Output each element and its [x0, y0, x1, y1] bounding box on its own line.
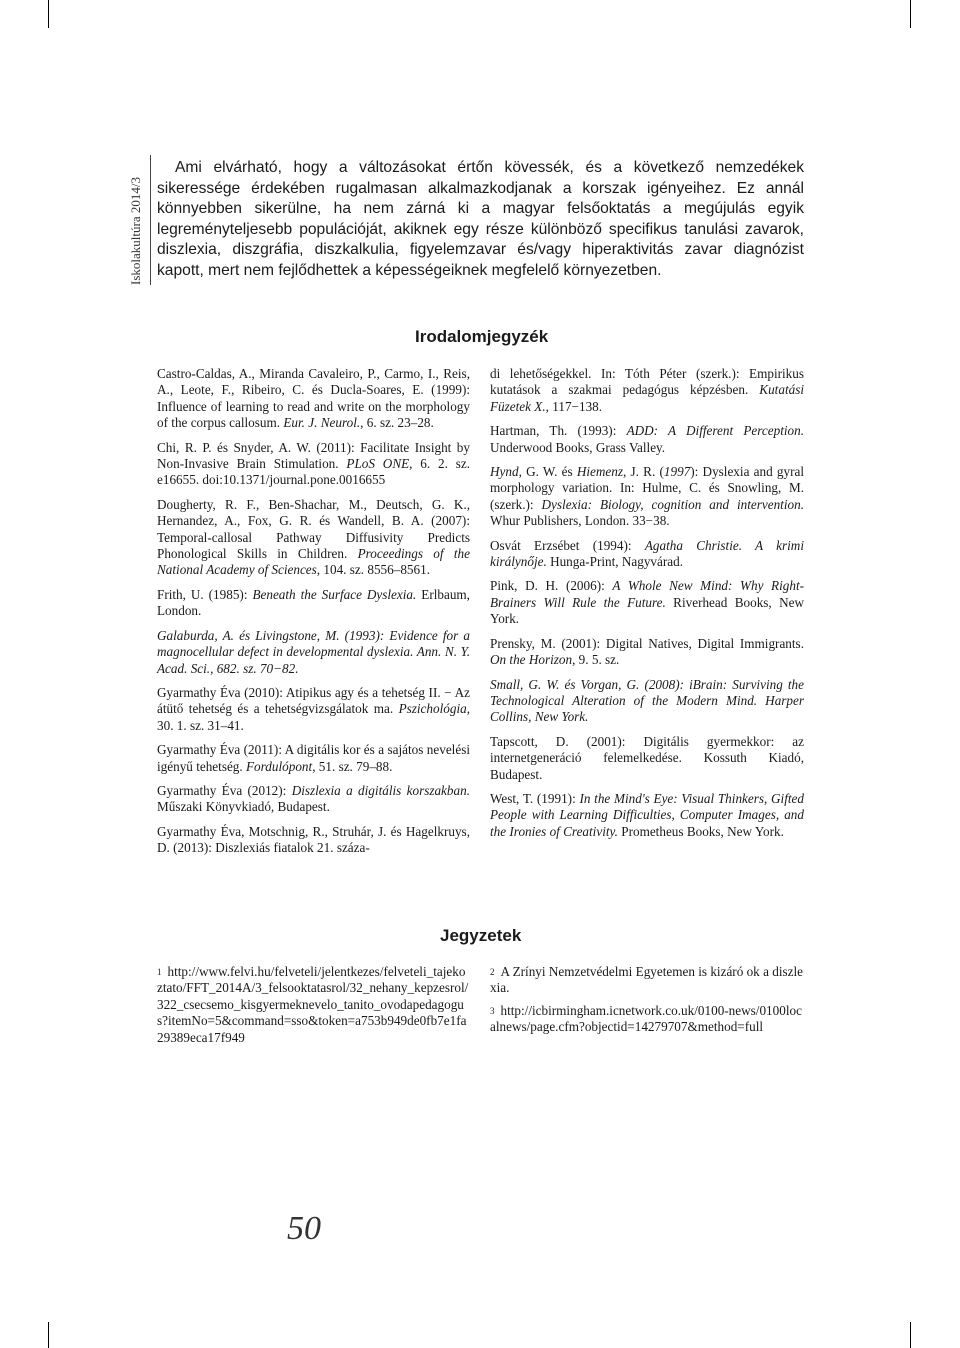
reference-text: Gyarmathy Éva, Motschnig, R., Struhár, J. és Hagelkruys, D. (2013): Diszlexiás fiatalok 21. száza-	[157, 823, 470, 856]
reference-text: Frith, U. (1985):	[157, 586, 253, 602]
reference-text: Pszichológia	[398, 701, 467, 717]
reference-text: Gyarmathy Éva (2012):	[157, 782, 292, 798]
footnote-text: http://icbirmingham.icnetwork.co.uk/0100-news/0100localnews/page.cfm?objectid=14279707&method=full	[490, 1002, 802, 1035]
intro-paragraph	[157, 158, 804, 282]
footnote	[490, 1003, 804, 1036]
reference-text: Pink, D. H. (2006):	[490, 578, 613, 594]
footnotes-left-column	[157, 964, 470, 1052]
reference-text: West, T. (1991):	[490, 790, 580, 806]
reference-text: Dyslexia: Biology, cognition and intervention.	[541, 496, 804, 512]
notes-heading: Jegyzetek	[440, 926, 522, 945]
footnote	[490, 964, 804, 997]
reference-entry	[157, 497, 470, 579]
references-heading: Irodalomjegyzék	[415, 327, 549, 346]
reference-text: 1997	[663, 464, 691, 480]
reference-text: PLoS ONE	[346, 456, 410, 472]
reference-text: ADD: A Different Perception.	[626, 423, 805, 439]
reference-text: On the Horizon	[490, 652, 573, 668]
reference-text: , 6. 2. sz. e16655. doi:10.1371/journal.pone.0016655	[157, 456, 470, 488]
reference-entry	[490, 677, 804, 726]
reference-entry	[157, 366, 470, 432]
reference-text: Riverhead Books, New York.	[490, 594, 804, 627]
reference-entry	[157, 742, 470, 775]
reference-text: Dougherty, R. F., Ben-Shachar, M., Deutsch, G. K., Hernandez, A., Fox, G. R. és Wandell, B. A. (2007): Temporal-callosal Pathway Diffusivity Predicts Phonological Skills in Children.	[157, 496, 470, 562]
reference-text: Small, G. W. és Vorgan, G. (2008): iBrain: Surviving the Technological Alteration of the Modern Mind. Harper Collins, New York.	[490, 676, 804, 725]
reference-text: Chi, R. P. és Snyder, A. W. (2011): Facilitate Insight by Non-Invasive Brain Stimulation.	[157, 439, 470, 472]
reference-text: In the Mind's Eye: Visual Thinkers, Gifted People with Learning Difficulties, Computer Images, and the Ironies of Creativity.	[490, 790, 804, 839]
journal-side-label-text: Iskolakultúra 2014/3	[128, 177, 143, 285]
reference-text: Eur. J. Neurol.	[283, 415, 361, 431]
reference-text: Hynd	[490, 464, 519, 480]
reference-text: , G. W. és	[518, 464, 577, 480]
reference-text: , 6. sz. 23–28.	[360, 415, 434, 431]
reference-text: , 117−138.	[545, 398, 603, 414]
reference-text: Castro-Caldas, A., Miranda Cavaleiro, P., Carmo, I., Reis, A., Leote, F., Ribeiro, C. és Ducla-Soares, E. (1999): Influence of learning to read and write on the morphology of the corpus callosum.	[157, 366, 470, 431]
reference-entry	[157, 824, 470, 857]
reference-text: Beneath the Surface Dyslexia.	[252, 586, 417, 602]
reference-text: Prometheus Books, New York.	[617, 823, 784, 839]
reference-entry	[490, 464, 804, 530]
reference-text: di lehetőségekkel. In: Tóth Péter (szerk.): Empirikus kutatások a szakmai pedagógus képzésben.	[490, 366, 804, 398]
reference-text: Fordulópont	[246, 758, 313, 774]
reference-text: ): Dyslexia and gyral morphology variation. In: Hulme, C. és Snowling, M. (szerk.):	[490, 464, 804, 512]
footnotes-right-column	[490, 964, 804, 1042]
reference-text: , 9. 5. sz.	[572, 652, 620, 668]
reference-text: A Whole New Mind: Why Right-Brainers Will Rule the Future.	[490, 578, 805, 610]
reference-text: , 104. sz. 8556–8561.	[316, 562, 430, 578]
reference-text: Kutatási Füzetek X.	[490, 382, 804, 414]
intro-text: Ami elvárható, hogy a változásokat értőn kövessék, és a következő nemzedékek sikeressége érdekében rugalmasan alkalmazkodjanak a korszak igényeihez. Ez annál könnyebben sikerülne, ha nem zárná ki a magyar felsőoktatás a megújulás egyik legreményteljesebb populációját, akiknek egy része különböző specifikus tanulási zavarok, diszlexia, diszgráfia, diszkalkulia, figyelemzavar és/vagy hiperaktivitás zavar diagnózist kapott, mert nem fejlődhettek a képességeiknek megfelelő környezetben.	[157, 159, 804, 279]
crop-mark-bottom-left	[48, 1322, 49, 1348]
reference-text: Whur Publishers, London. 33−38.	[490, 513, 670, 529]
crop-mark-top-right	[910, 0, 911, 28]
reference-text: , 30. 1. sz. 31–41.	[157, 701, 470, 733]
footnote-number: 2	[490, 967, 495, 977]
reference-entry	[490, 791, 804, 840]
reference-text: Galaburda, A. és Livingstone, M. (1993): Evidence for a magnocellular defect in developmental dyslexia. Ann. N. Y. Acad. Sci., 682. sz. 70−82.	[157, 627, 470, 676]
side-divider	[150, 155, 151, 285]
reference-entry	[157, 685, 470, 734]
footnote-number: 1	[157, 967, 162, 977]
reference-text: Hartman, Th. (1993):	[490, 423, 627, 439]
reference-entry	[157, 587, 470, 620]
reference-text: Hunga-Print, Nagyvárad.	[546, 554, 683, 570]
reference-text: Agatha Christie. A krimi királynője.	[490, 537, 804, 570]
reference-text: Gyarmathy Éva (2010): Atipikus agy és a tehetség II. − Az átütő tehetség és a tehetségvizsgálatok ma.	[157, 684, 470, 717]
references-left-column	[157, 366, 470, 857]
footnote-text: http://www.felvi.hu/felveteli/jelentkezes/felveteli_tajekoztato/FFT_2014A/3_felsooktatasrol/32_nehany_kepzesrol/322_csecsemo_kisgyermeknevelo_tanito_ovodapedagogus?itemNo=5&command=sso&token=a753b949de0fb7e1fa29389eca17f949	[157, 964, 469, 1045]
crop-mark-bottom-right	[910, 1322, 911, 1348]
reference-text: Gyarmathy Éva (2011): A digitális kor és a sajátos nevelési igényű tehetség.	[157, 742, 470, 774]
reference-text: Erlbaum, London.	[157, 586, 470, 619]
journal-side-label	[128, 155, 150, 285]
references-right-column	[490, 366, 804, 840]
footnote-number: 3	[490, 1005, 495, 1016]
page-number: 50	[287, 1210, 321, 1247]
reference-text: Hiemenz	[576, 464, 624, 480]
reference-text: Tapscott, D. (2001): Digitális gyermekkor: az internetgeneráció felemelkedése. Kossuth Kiadó, Budapest.	[490, 733, 804, 782]
reference-entry	[490, 423, 804, 456]
reference-entry	[490, 636, 804, 669]
reference-entry	[490, 734, 804, 783]
reference-text: Prensky, M. (2001): Digital Natives, Digital Immigrants.	[490, 635, 804, 651]
reference-entry	[490, 538, 804, 571]
footnote	[157, 964, 470, 1046]
reference-text: Diszlexia a digitális korszakban.	[291, 782, 470, 798]
reference-entry	[490, 366, 804, 415]
reference-entry	[490, 578, 804, 627]
reference-text: , J. R. (	[623, 464, 664, 480]
reference-text: , 51. sz. 79–88.	[312, 758, 393, 774]
crop-mark-top-left	[48, 0, 49, 28]
reference-text: Underwood Books, Grass Valley.	[490, 439, 666, 455]
reference-entry	[157, 628, 470, 677]
reference-entry	[157, 783, 470, 816]
footnote-text: A Zrínyi Nemzetvédelmi Egyetemen is kizáró ok a diszlexia.	[490, 964, 803, 996]
reference-text: Osvát Erzsébet (1994):	[490, 537, 645, 553]
reference-text: Proceedings of the National Academy of Sciences	[157, 546, 470, 578]
reference-entry	[157, 440, 470, 489]
reference-text: Műszaki Könyvkiadó, Budapest.	[157, 799, 330, 815]
